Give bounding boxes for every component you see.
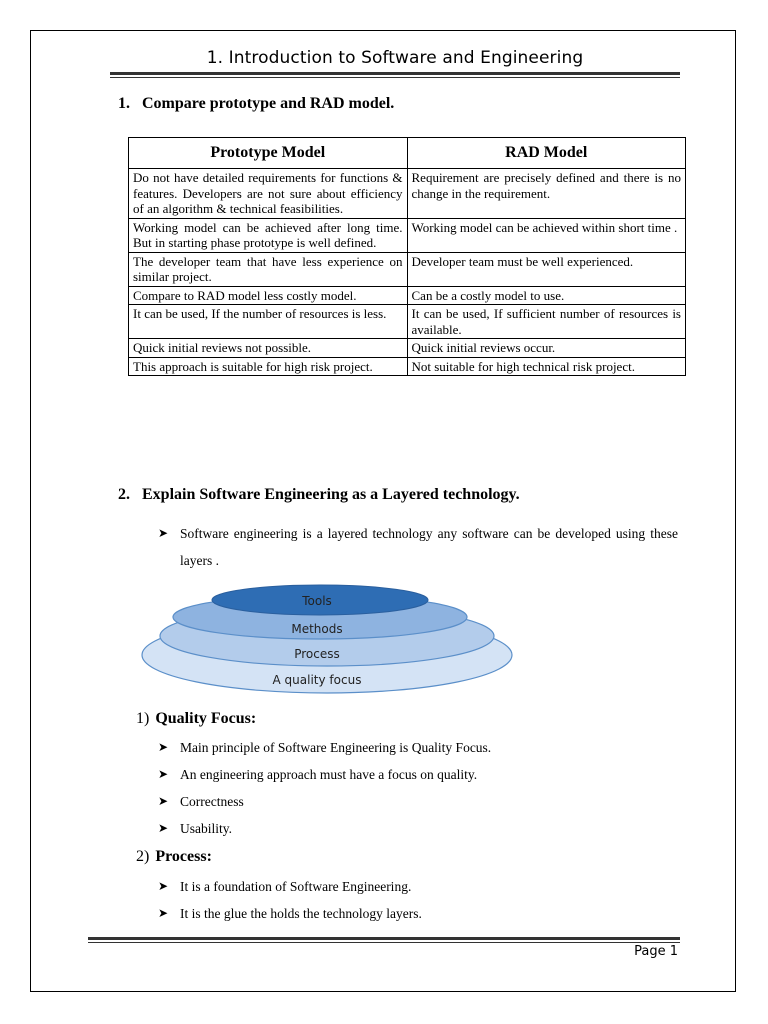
table-header-row — [129, 138, 686, 169]
table-header-prototype: Prototype Model — [129, 138, 408, 169]
list-item-text: Correctness — [180, 794, 244, 809]
list-item-text: Main principle of Software Engineering is Quality Focus. — [180, 740, 492, 755]
page-header-title: 1. Introduction to Software and Engineering — [206, 48, 584, 68]
intro-paragraph — [158, 520, 678, 574]
question-1-title: Compare prototype and RAD model. — [142, 95, 395, 112]
list-item-text: An engineering approach must have a focus on quality. — [180, 767, 478, 782]
arrowhead-bullet-icon: ➤ — [158, 879, 169, 893]
layered-technology-diagram — [140, 584, 520, 696]
comparison-table — [128, 137, 686, 376]
list-item — [158, 906, 422, 922]
section-title: Quality Focus: — [155, 710, 257, 727]
table-row — [129, 218, 686, 252]
table-row — [129, 252, 686, 286]
arrowhead-bullet-icon: ➤ — [158, 821, 169, 835]
section-quality-focus-heading — [136, 710, 256, 728]
layer-label-methods: Methods — [291, 622, 343, 636]
layer-label-process: Process — [294, 647, 340, 661]
table-row — [129, 305, 686, 339]
arrowhead-bullet-icon: ➤ — [158, 906, 169, 920]
list-item-text: It is a foundation of Software Engineering. — [180, 879, 412, 894]
arrowhead-bullet-icon: ➤ — [158, 767, 169, 781]
header-rule — [110, 72, 680, 75]
table-cell: Can be a costly model to use. — [407, 286, 686, 305]
table-cell: Working model can be achieved within short time . — [407, 218, 686, 252]
table-cell: Requirement are precisely defined and there is no change in the requirement. — [407, 169, 686, 219]
table-cell: Do not have detailed requirements for functions & features. Developers are not sure about efficiency of an algorithm & technical feasibilities. — [129, 169, 408, 219]
table-cell: Compare to RAD model less costly model. — [129, 286, 408, 305]
header-rule-thin — [110, 77, 680, 78]
table-cell: It can be used, If sufficient number of resources is available. — [407, 305, 686, 339]
table-cell: This approach is suitable for high risk project. — [129, 357, 408, 376]
layer-label-tools: Tools — [302, 594, 332, 608]
list-item-text: Usability. — [180, 821, 232, 836]
question-1-number: 1. — [118, 95, 130, 112]
table-row — [129, 169, 686, 219]
question-2-number: 2. — [118, 486, 130, 503]
table-cell: It can be used, If the number of resources is less. — [129, 305, 408, 339]
section-number: 2) — [136, 848, 150, 865]
arrowhead-bullet-icon: ➤ — [158, 794, 169, 808]
table-row — [129, 357, 686, 376]
table-cell: Not suitable for high technical risk project. — [407, 357, 686, 376]
section-number: 1) — [136, 710, 150, 727]
page-number: Page 1 — [634, 944, 678, 959]
list-item — [158, 767, 478, 783]
table-cell: Developer team must be well experienced. — [407, 252, 686, 286]
question-1-heading — [118, 95, 394, 113]
footer-rule — [88, 937, 680, 940]
arrowhead-bullet-icon: ➤ — [158, 740, 169, 754]
table-cell: The developer team that have less experience on similar project. — [129, 252, 408, 286]
table-row — [129, 286, 686, 305]
list-item — [158, 879, 412, 895]
table-row — [129, 339, 686, 358]
section-title: Process: — [155, 848, 212, 865]
list-item — [158, 821, 232, 837]
list-item — [158, 740, 492, 756]
list-item — [158, 794, 244, 810]
table-cell: Quick initial reviews not possible. — [129, 339, 408, 358]
list-item-text: It is the glue the holds the technology layers. — [180, 906, 422, 921]
footer-rule-thin — [88, 942, 680, 943]
layer-label-quality-focus: A quality focus — [272, 673, 362, 687]
table-header-rad: RAD Model — [407, 138, 686, 169]
question-2-heading — [118, 486, 520, 504]
intro-text: Software engineering is a layered technology any software can be developed using these layers . — [180, 526, 678, 568]
table-cell: Working model can be achieved after long time. But in starting phase prototype is well defined. — [129, 218, 408, 252]
table-cell: Quick initial reviews occur. — [407, 339, 686, 358]
arrowhead-bullet-icon: ➤ — [158, 526, 169, 540]
section-process-heading — [136, 848, 212, 866]
question-2-title: Explain Software Engineering as a Layered technology. — [142, 486, 520, 503]
